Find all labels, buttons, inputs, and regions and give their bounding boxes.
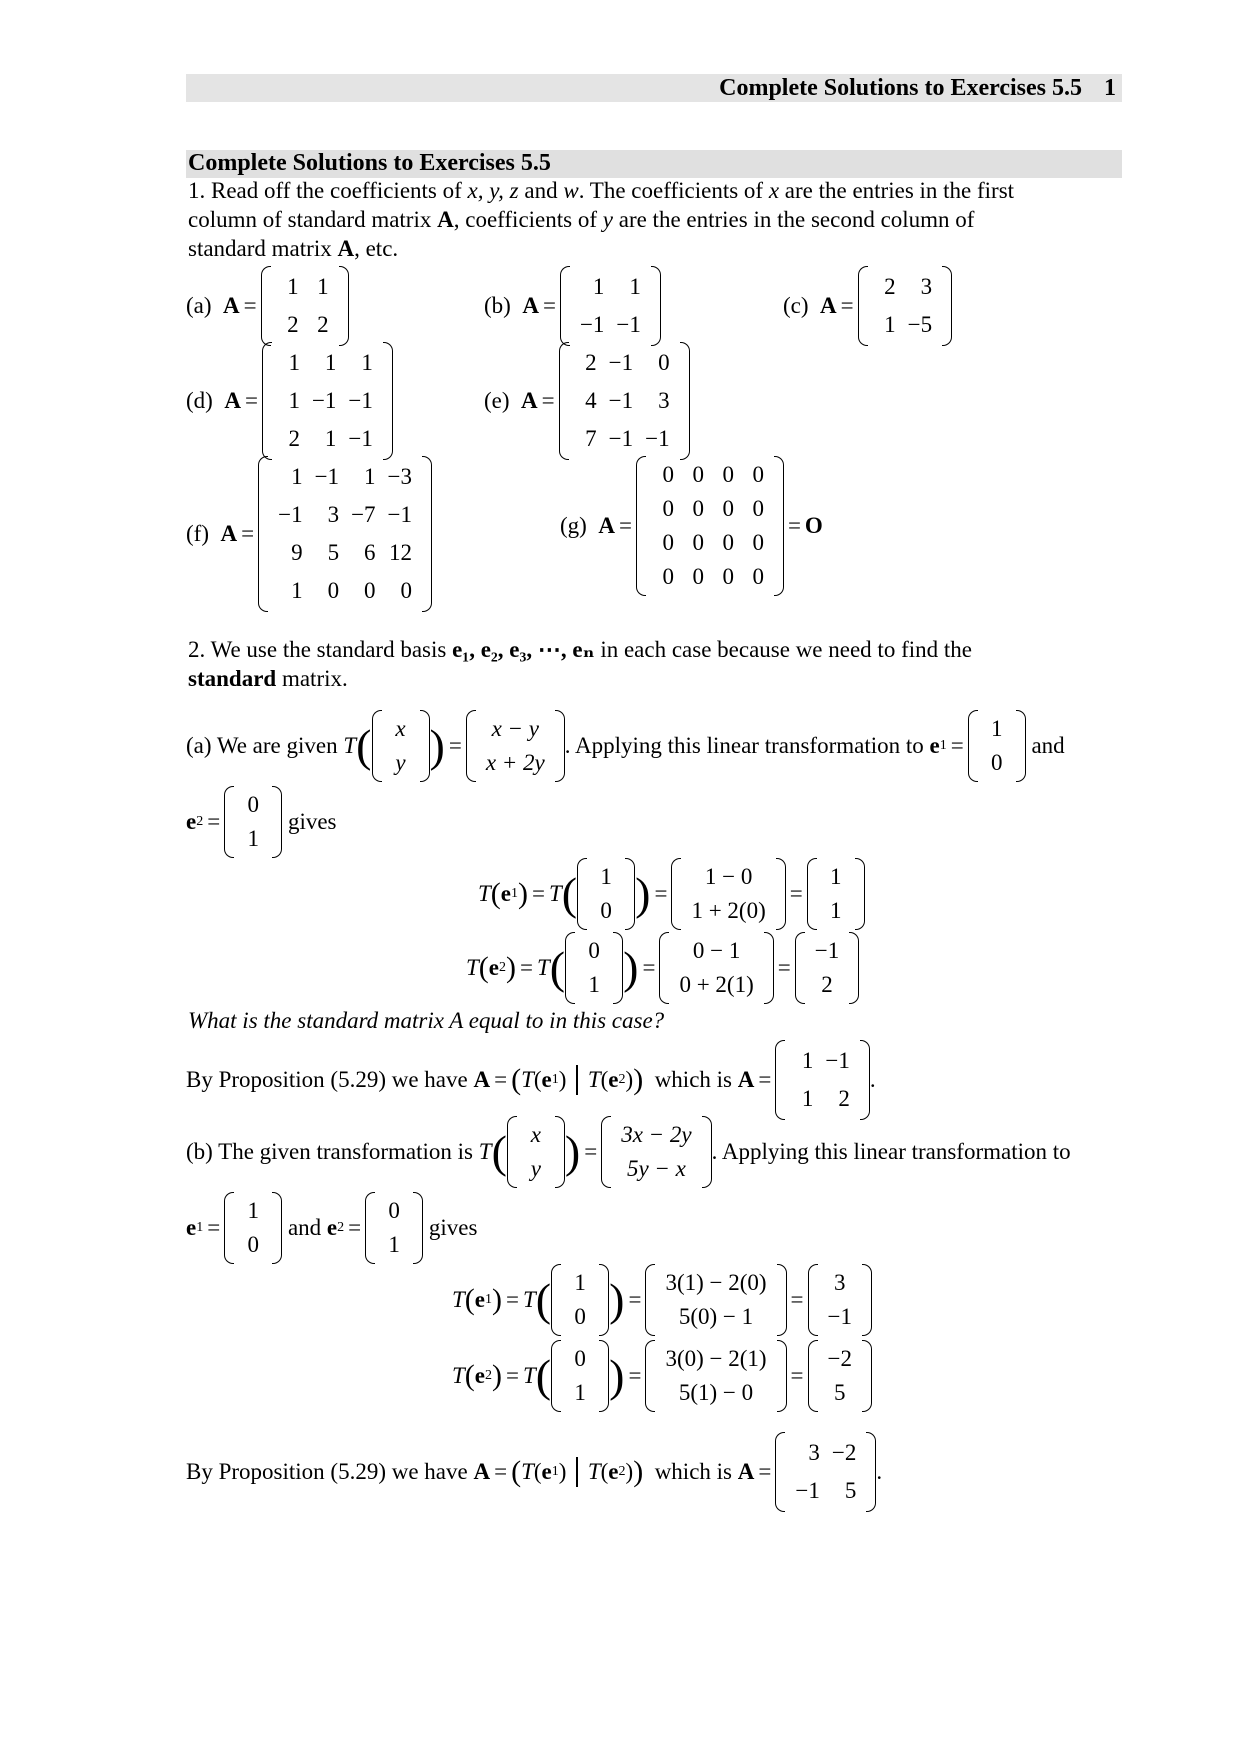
matrix-cell: x [530, 1122, 541, 1147]
matrix-cell: −1 [825, 1048, 850, 1073]
matrix-cell: 3 [920, 274, 933, 299]
matrix-cell: −1 [608, 350, 634, 375]
q2a-calc-1: T ( e 1 ) = T ( 1 0 ) = 1 − 0 1 + 2(0) = 1 1 [478, 858, 865, 930]
matrix-cell: −1 [579, 312, 605, 337]
matrix-cell: 12 [389, 540, 413, 565]
matrix-a [261, 266, 349, 346]
matrix-cell: 1 [588, 972, 600, 997]
q1-part-c: (c) A = 2 3 1 −5 [783, 266, 952, 346]
matrix-cell: 1 + 2(0) [691, 898, 766, 923]
matrix-cell: 0 [662, 564, 674, 589]
matrix-cell: 2 [317, 312, 329, 337]
matrix-cell: 0 [247, 1232, 259, 1257]
matrix-cell: −1 [608, 426, 634, 451]
matrix-cell: 1 [247, 826, 259, 851]
matrix-cell: −5 [907, 312, 933, 337]
matrix-cell: x [395, 716, 406, 741]
matrix-cell: 1 [990, 716, 1003, 741]
matrix-g [636, 456, 784, 596]
q1-part-a: (a) A = 1 1 2 2 [186, 266, 349, 346]
matrix-cell: 0 [752, 564, 764, 589]
matrix-2b-result [775, 1432, 876, 1512]
matrix-cell: 0 [722, 496, 734, 521]
matrix-cell: 0 [692, 496, 704, 521]
q2a-given: (a) We are given T ( x y ) = x − y x + 2y . Applying this linear transformation to e 1 = 1 0 and [186, 710, 1065, 782]
matrix-cell: 1 [801, 1086, 814, 1111]
matrix-cell: −1 [645, 426, 670, 451]
matrix-cell: 0 [752, 496, 764, 521]
matrix-cell: y [395, 750, 406, 775]
vec-xy [372, 710, 430, 782]
matrix-e [559, 342, 690, 460]
matrix-cell: 0 [662, 530, 674, 555]
matrix-cell: 1 [829, 864, 842, 889]
matrix-cell: 2 [288, 426, 300, 451]
matrix-cell: 0 [364, 578, 376, 603]
matrix-cell: 9 [291, 540, 303, 565]
matrix-cell: 0 [400, 578, 413, 603]
page-number: 1 [1104, 75, 1116, 101]
matrix-cell: 1 [574, 1270, 586, 1295]
matrix-cell: 0 [658, 350, 670, 375]
matrix-cell: 3x − 2y [621, 1122, 692, 1147]
matrix-cell: −1 [278, 502, 303, 527]
matrix-cell: 3 [327, 502, 340, 527]
matrix-cell: −1 [616, 312, 641, 337]
q1-line-3: standard matrix A, etc. [188, 236, 399, 261]
matrix-cell: 1 [291, 464, 303, 489]
matrix-cell: 3 [808, 1440, 820, 1465]
matrix-cell: 1 [291, 578, 303, 603]
matrix-cell: 1 [361, 350, 373, 375]
matrix-cell: 0 [574, 1346, 586, 1371]
matrix-cell: −1 [387, 502, 413, 527]
q2b-calc-2: T ( e 2 ) = T ( 0 1 ) = 3(0) − 2(1) 5(1) − 0 = −2 5 [452, 1340, 872, 1412]
matrix-cell: 0 [692, 462, 704, 487]
matrix-cell: −1 [348, 388, 373, 413]
running-header-title: Complete Solutions to Exercises 5.5 [719, 75, 1082, 101]
matrix-cell: 1 [629, 274, 641, 299]
matrix-cell: −2 [827, 1346, 853, 1371]
matrix-cell: 7 [585, 426, 597, 451]
matrix-cell: 0 [722, 530, 734, 555]
matrix-cell: x − y [491, 716, 539, 741]
q2b-result: By Proposition (5.29) we have A = ( T ( e 1 ) T ( e 2 ) ) which is A = 3 −2 −1 5 . [186, 1432, 882, 1512]
matrix-cell: 1 [288, 350, 300, 375]
matrix-cell: 1 [388, 1232, 400, 1257]
matrix-cell: −1 [311, 388, 337, 413]
matrix-d [262, 342, 393, 460]
matrix-cell: −7 [351, 502, 376, 527]
matrix-cell: 1 [600, 864, 612, 889]
matrix-cell: −1 [608, 388, 634, 413]
q1-part-f: (f) A = 1 −1 1 −3 −1 3 −7 −1 9 5 6 12 1 0 0 0 [186, 456, 432, 612]
matrix-cell: 1 − 0 [704, 864, 753, 889]
matrix-b [560, 266, 661, 346]
matrix-cell: 1 [317, 274, 329, 299]
matrix-cell: 1 [288, 388, 300, 413]
running-header [186, 74, 1122, 102]
q2a-question: What is the standard matrix A equal to in this case? [188, 1008, 665, 1033]
matrix-cell: −1 [827, 1304, 853, 1329]
matrix-cell: 1 [247, 1198, 259, 1223]
matrix-cell: −1 [814, 938, 840, 963]
matrix-cell: 0 [247, 792, 259, 817]
matrix-cell: 5 [327, 540, 340, 565]
matrix-cell: 0 [600, 898, 612, 923]
matrix-cell: 1 [287, 274, 299, 299]
matrix-cell: −1 [795, 1478, 820, 1503]
matrix-cell: 5 [844, 1478, 857, 1503]
matrix-cell: 1 [592, 274, 605, 299]
q2b-given: (b) The given transformation is T ( x y ) = 3x − 2y 5y − x . Applying this linear transformation to [186, 1116, 1071, 1188]
matrix-cell: 0 [692, 530, 704, 555]
q1-part-g: (g) A = 0 0 0 0 0 0 0 0 0 0 0 0 0 0 0 0 = O [560, 456, 823, 596]
q1-line-1: 1. Read off the coefficients of x, y, z and w. The coefficients of x are the entries in the first [188, 178, 1015, 203]
matrix-cell: 1 [829, 898, 842, 923]
matrix-cell: 0 [722, 564, 734, 589]
section-title: Complete Solutions to Exercises 5.5 [188, 150, 551, 176]
matrix-cell: 0 [574, 1304, 586, 1329]
matrix-cell: x + 2y [485, 750, 545, 775]
q1-part-b: (b) A = 1 1 −1 −1 [484, 266, 661, 346]
matrix-cell: 0 [588, 938, 600, 963]
matrix-cell: 4 [585, 388, 597, 413]
q2b-e1-e2: e 1 = 1 0 and e 2 = 0 1 gives [186, 1192, 477, 1264]
matrix-cell: 1 [574, 1380, 586, 1405]
vec-a-output [466, 710, 565, 782]
matrix-cell: 3 [834, 1270, 846, 1295]
q1-line-2: column of standard matrix A, coefficients of y are the entries in the second column of [188, 207, 975, 232]
matrix-cell: 3 [658, 388, 670, 413]
q1-part-d: (d) A = 1 1 1 1 −1 −1 2 1 −1 [186, 342, 393, 460]
matrix-cell: −1 [314, 464, 340, 489]
matrix-cell: 0 [752, 530, 764, 555]
matrix-cell: 0 [990, 750, 1003, 775]
matrix-cell: 5(1) − 0 [678, 1380, 754, 1405]
q2a-result: By Proposition (5.29) we have A = ( T ( e 1 ) T ( e 2 ) ) which is A = 1 −1 1 2 . [186, 1040, 876, 1120]
q2b-calc-1: T ( e 1 ) = T ( 1 0 ) = 3(1) − 2(0) 5(0) − 1 = 3 −1 [452, 1264, 872, 1336]
matrix-cell: 1 [801, 1048, 814, 1073]
matrix-c [858, 266, 952, 346]
matrix-2a-result [775, 1040, 869, 1120]
matrix-cell: 0 [722, 462, 734, 487]
matrix-cell: 0 [662, 462, 674, 487]
matrix-cell: −3 [387, 464, 413, 489]
zero-matrix-symbol: O [804, 513, 823, 538]
matrix-cell: 0 [692, 564, 704, 589]
matrix-cell: 1 [324, 426, 337, 451]
matrix-cell: 0 + 2(1) [679, 972, 754, 997]
vec-e1 [968, 710, 1026, 782]
vec-e2 [224, 786, 282, 858]
matrix-cell: 1 [364, 464, 376, 489]
matrix-cell: −1 [348, 426, 373, 451]
matrix-cell: y [530, 1156, 541, 1181]
q2a-calc-2: T ( e 2 ) = T ( 0 1 ) = 0 − 1 0 + 2(1) = −1 2 [466, 932, 859, 1004]
matrix-cell: 0 [662, 496, 674, 521]
matrix-cell: 0 [388, 1198, 400, 1223]
matrix-cell: 5 [834, 1380, 846, 1405]
matrix-cell: 2 [585, 350, 597, 375]
matrix-cell: 0 [327, 578, 340, 603]
q1-part-e: (e) A = 2 −1 0 4 −1 3 7 −1 −1 [484, 342, 690, 460]
q2a-e2: e 2 = 0 1 gives [186, 786, 337, 858]
matrix-cell: 2 [884, 274, 896, 299]
matrix-cell: 2 [287, 312, 299, 337]
matrix-cell: 2 [821, 972, 833, 997]
matrix-cell: 5y − x [626, 1156, 686, 1181]
matrix-cell: −2 [831, 1440, 857, 1465]
q2-intro-line-1: 2. We use the standard basis e₁, e₂, e₃, ⋯, eₙ in each case because we need to find the [188, 637, 972, 662]
matrix-cell: 3(0) − 2(1) [665, 1346, 767, 1371]
matrix-cell: 3(1) − 2(0) [665, 1270, 767, 1295]
matrix-cell: 2 [838, 1086, 850, 1111]
matrix-cell: 0 [752, 462, 764, 487]
matrix-cell: 0 − 1 [692, 938, 741, 963]
matrix-cell: 6 [364, 540, 376, 565]
matrix-cell: 1 [324, 350, 337, 375]
matrix-f [258, 456, 432, 612]
vec-b-output [601, 1116, 711, 1188]
matrix-cell: 5(0) − 1 [678, 1304, 754, 1329]
q2-intro-line-2: standard matrix. [188, 666, 348, 691]
running-header-text [719, 75, 1116, 102]
matrix-cell: 1 [884, 312, 896, 337]
